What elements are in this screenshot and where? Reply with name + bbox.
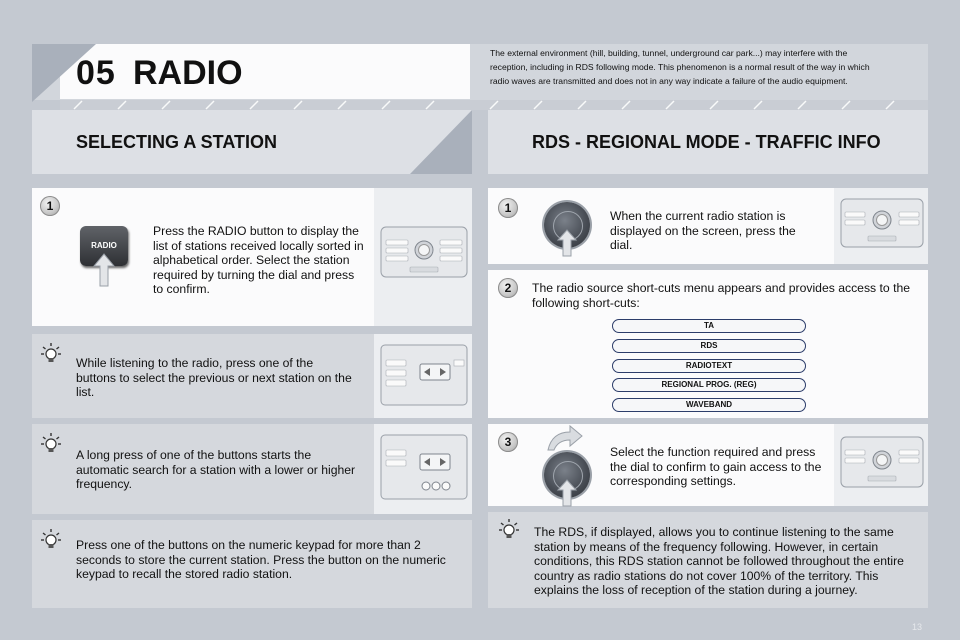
control-panel-image — [840, 436, 924, 488]
right-step2-text: The radio source short-cuts menu appears and provides access to the following short-cuts: — [532, 281, 911, 310]
header-title-area — [60, 44, 470, 99]
rotate-arrow-icon — [544, 424, 584, 452]
tip-bulb-icon — [40, 528, 62, 550]
control-panel-image — [380, 434, 468, 500]
tip-bulb-icon — [40, 432, 62, 454]
shortcut-ta: TA — [612, 319, 806, 333]
left-section-title: SELECTING A STATION — [76, 132, 277, 152]
right-tip-text: The RDS, if displayed, allows you to continue listening to the same station by means of the frequency following. However, in certain conditions, this RDS station cannot be followed throughout the entire country as radio stations do not cover 100% of the territory. This explains the loss of reception of the station during a journey. — [534, 525, 904, 597]
left-step1-text: Press the RADIO button to display the list of stations received locally sorted in alphabetical order. Select the station required by turning the dial and press to confirm. — [153, 224, 364, 296]
press-arrow-icon — [92, 252, 116, 288]
step-badge-1: 1 — [498, 198, 518, 218]
control-panel-image — [380, 226, 468, 278]
intro-note: The external environment (hill, building, tunnel, underground car park...) may interfere with the reception, including in RDS following mode. This phenomenon is a normal result of the way in which radio waves are transmitted and does not in any way indicate a failure of the audio equipment. — [490, 48, 870, 86]
control-panel-image — [380, 344, 468, 406]
page-number: 13 — [912, 622, 923, 632]
press-arrow-icon — [556, 478, 578, 508]
left-tip3-text: Press one of the buttons on the numeric keypad for more than 2 seconds to store the current station. Press the button on the numeric keypad to recall the stored radio station. — [76, 538, 446, 581]
right-section-title: RDS - REGIONAL MODE - TRAFFIC INFO — [532, 132, 881, 152]
chapter-title: RADIO — [133, 54, 243, 92]
chapter-number: 05 — [76, 54, 116, 92]
shortcut-regional-prog: REGIONAL PROG. (REG) — [612, 378, 806, 392]
tip-bulb-icon — [40, 342, 62, 364]
left-tip2-text: A long press of one of the buttons starts the automatic search for a station with a lower or higher frequency. — [76, 448, 356, 491]
step-badge-2: 2 — [498, 278, 518, 298]
left-tip1-text: While listening to the radio, press one of the buttons to select the previous or next station on the list. — [76, 356, 352, 399]
shortcut-waveband: WAVEBAND — [612, 398, 806, 412]
radio-button: RADIO — [80, 226, 128, 266]
press-arrow-icon — [556, 228, 578, 258]
shortcut-radiotext: RADIOTEXT — [612, 359, 806, 373]
step-badge-1: 1 — [40, 196, 60, 216]
control-panel-image — [840, 198, 924, 248]
header-stripe-decoration — [60, 100, 928, 110]
right-step1-text: When the current radio station is displayed on the screen, press the dial. — [610, 209, 796, 252]
tip-bulb-icon — [498, 518, 520, 540]
right-step3-text: Select the function required and press the dial to confirm to gain access to the corresponding settings. — [610, 445, 822, 488]
shortcut-rds: RDS — [612, 339, 806, 353]
step-badge-3: 3 — [498, 432, 518, 452]
